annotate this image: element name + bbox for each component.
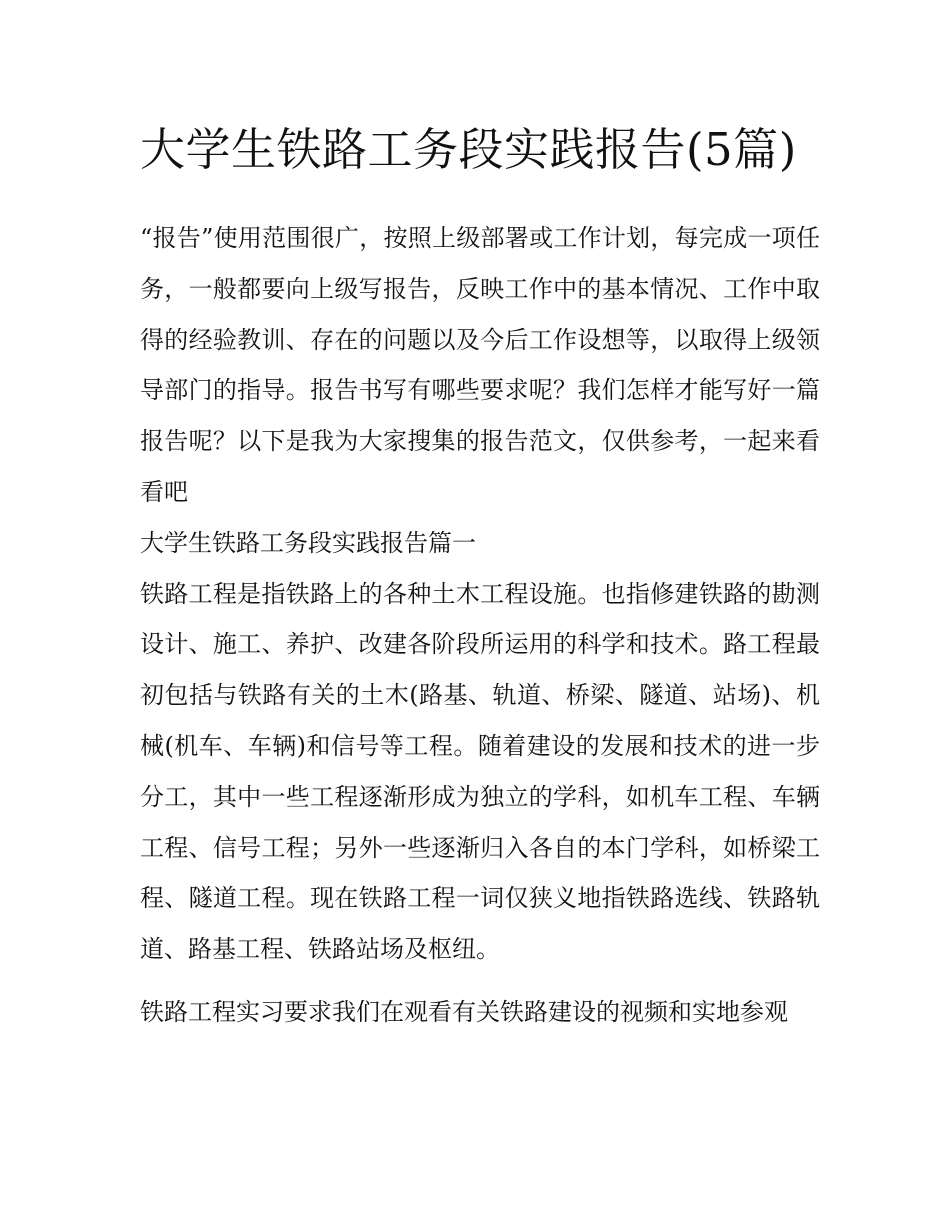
body-paragraph-1: 铁路工程是指铁路上的各种土木工程设施。也指修建铁路的勘测设计、施工、养护、改建各阶段所运用的科学和技术。路工程最初包括与铁路有关的土木(路基、轨道、桥梁、隧道、站场)、机械(机车、车辆)和信号等工程。随着建设的发展和技术的进一步分工，其中一些工程逐渐形成为独立的学科，如机车工程、车辆工程、信号工程；另外一些逐渐归入各自的本门学科，如桥梁工程、隧道工程。现在铁路工程一词仅狭义地指铁路选线、铁路轨道、路基工程、铁路站场及枢纽。 [140, 579, 820, 964]
document-title: 大学生铁路工务段实践报告(5篇) [140, 123, 797, 176]
section-heading: 大学生铁路工务段实践报告篇一 [140, 528, 476, 557]
body-paragraph-2: 铁路工程实习要求我们在观看有关铁路建设的视频和实地参观 [140, 997, 788, 1026]
intro-paragraph: “报告”使用范围很广，按照上级部署或工作计划，每完成一项任务，一般都要向上级写报告，反映工作中的基本情况、工作中取得的经验教训、存在的问题以及今后工作设想等，以取得上级领导部门的指导。报告书写有哪些要求呢？我们怎样才能写好一篇报告呢？以下是我为大家搜集的报告范文，仅供参考，一起来看看吧 [140, 224, 820, 506]
document-body [140, 112, 820, 1038]
